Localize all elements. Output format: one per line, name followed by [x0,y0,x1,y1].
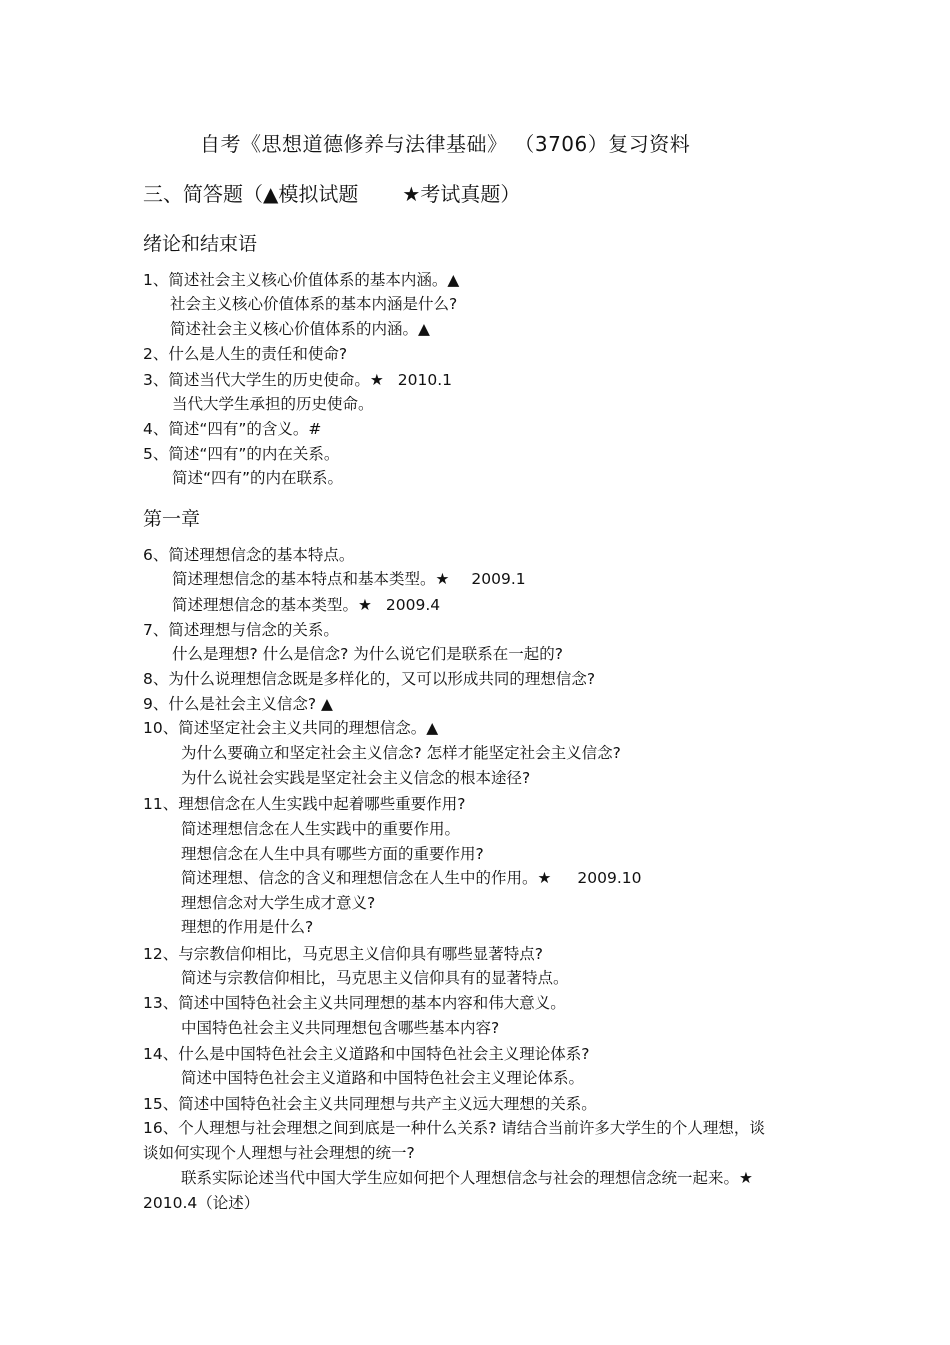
question-13-variant-a: 中国特色社会主义共同理想包含哪些基本内容? [181,1019,500,1037]
question-8: 8、为什么说理想信念既是多样化的，又可以形成共同的理想信念? [143,670,596,688]
question-3-exam-date: 2010.1 [397,371,453,389]
question-13: 13、简述中国特色社会主义共同理想的基本内容和伟大意义。 [143,994,566,1012]
question-6-variant-b-exam-date: 2009.4 [385,596,441,614]
question-6-variant-a-text: 简述理想信念的基本特点和基本类型。★ [172,570,450,588]
question-3-text: 3、简述当代大学生的历史使命。★ [143,371,384,389]
question-3 [143,369,452,391]
question-6-variant-a [172,568,526,590]
chapter-heading-intro: 绪论和结束语 [143,233,258,255]
question-16-variant-a: 联系实际论述当代中国大学生应如何把个人理想信念与社会的理想信念统一起来。★ 2010.4（论述） [143,1169,753,1212]
question-1-variant-b: 简述社会主义核心价值体系的内涵。▲ [170,320,430,338]
question-11: 11、理想信念在人生实践中起着哪些重要作用? [143,795,466,813]
question-6-variant-b [172,594,440,616]
question-11-variant-e: 理想的作用是什么? [181,918,314,936]
question-2: 2、什么是人生的责任和使命? [143,345,348,363]
question-10-variant-a: 为什么要确立和坚定社会主义信念? 怎样才能坚定社会主义信念? [181,744,621,762]
question-15: 15、简述中国特色社会主义共同理想与共产主义远大理想的关系。 [143,1095,597,1113]
question-14-variant-a: 简述中国特色社会主义道路和中国特色社会主义理论体系。 [181,1069,585,1087]
question-12: 12、与宗教信仰相比，马克思主义信仰具有哪些显著特点? [143,945,543,963]
question-11-variant-d: 理想信念对大学生成才意义? [181,894,376,912]
question-5-variant-a: 简述“四有”的内在联系。 [172,469,344,487]
question-7-variant-a: 什么是理想? 什么是信念? 为什么说它们是联系在一起的? [172,645,564,663]
question-11-variant-c-text: 简述理想、信念的含义和理想信念在人生中的作用。★ [181,869,552,887]
question-6-variant-a-exam-date: 2009.1 [471,570,526,588]
chapter-heading-1: 第一章 [143,508,201,530]
question-7: 7、简述理想与信念的关系。 [143,621,339,639]
question-9: 9、什么是社会主义信念? ▲ [143,695,333,713]
section-heading-part2: ★考试真题） [402,182,521,206]
question-11-variant-a: 简述理想信念在人生实践中的重要作用。 [181,820,461,838]
question-14: 14、什么是中国特色社会主义道路和中国特色社会主义理论体系? [143,1045,590,1063]
question-11-variant-b: 理想信念在人生中具有哪些方面的重要作用? [181,845,484,863]
document-title: 自考《思想道德修养与法律基础》 （3706）复习资料 [200,132,691,156]
question-11-variant-c-exam-date: 2009.10 [577,869,642,887]
question-4: 4、简述“四有”的含义。# [143,420,322,438]
question-10-variant-b: 为什么说社会实践是坚定社会主义信念的根本途径? [181,769,531,787]
question-6: 6、简述理想信念的基本特点。 [143,546,355,564]
question-16: 16、个人理想与社会理想之间到底是一种什么关系? 请结合当前许多大学生的个人理想，谈谈如何实现个人理想与社会理想的统一? [143,1119,765,1162]
section-heading-part1: 三、简答题（▲模拟试题 [143,182,359,206]
section-heading [143,178,520,207]
question-10: 10、简述坚定社会主义共同的理想信念。▲ [143,719,439,737]
question-5: 5、简述“四有”的内在关系。 [143,445,340,463]
question-12-variant-a: 简述与宗教信仰相比，马克思主义信仰具有的显著特点。 [181,969,569,987]
question-3-variant-a: 当代大学生承担的历史使命。 [172,395,374,413]
question-1: 1、简述社会主义核心价值体系的基本内涵。▲ [143,271,460,289]
question-11-variant-c [181,867,642,889]
question-1-variant-a: 社会主义核心价值体系的基本内涵是什么? [170,295,458,313]
question-6-variant-b-text: 简述理想信念的基本类型。★ [172,596,372,614]
